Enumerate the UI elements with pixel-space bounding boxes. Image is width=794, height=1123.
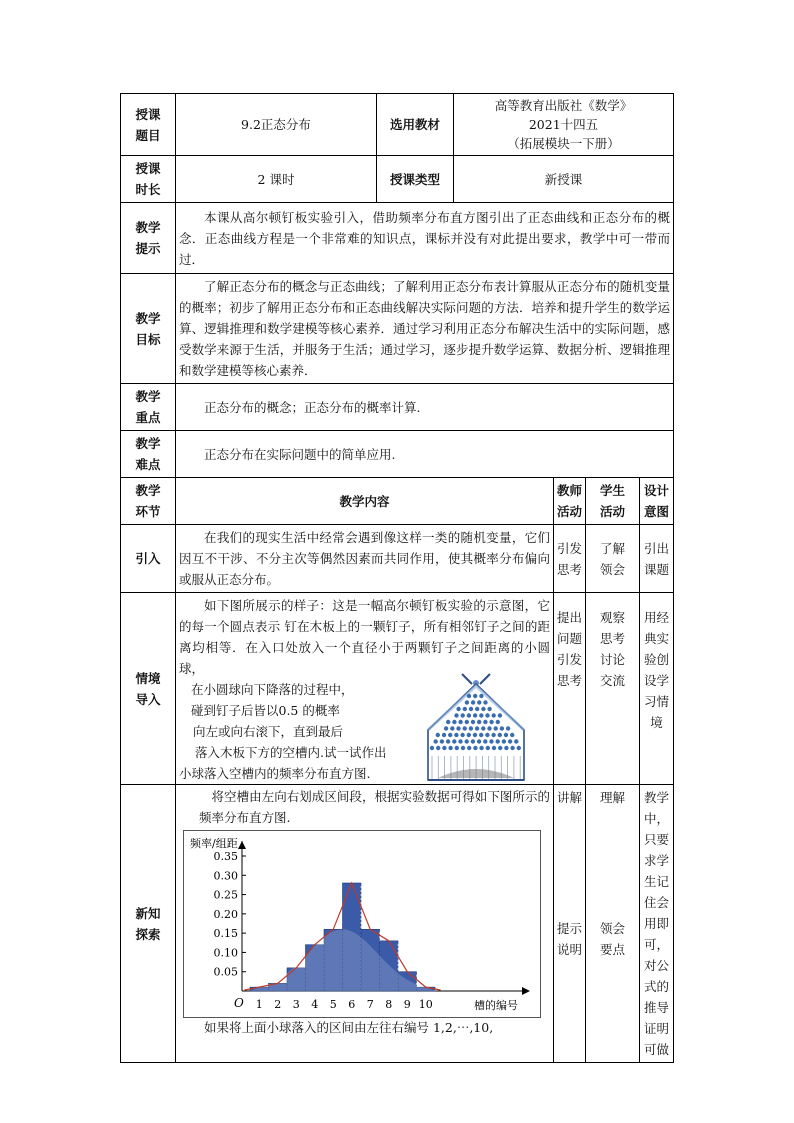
galton-peg — [479, 746, 483, 750]
galton-peg — [475, 707, 479, 711]
galton-peg — [483, 739, 487, 743]
scenario-text-1: 如下图所展示的样子：这是一幅高尔顿钉板实验的示意图，它的每一个圆点表示 钉在木板上的一颗钉子，所有相邻钉子之间的距离均相等．在入口处放入一个直径小于两颗钉子之间距离的小圆球， — [179, 598, 550, 676]
galton-peg — [448, 733, 452, 737]
curve-area — [250, 929, 435, 991]
y-tick-label: 0.30 — [213, 869, 238, 883]
duration-value: 2 课时 — [176, 156, 377, 203]
x-tick-label: 2 — [274, 998, 282, 1011]
row-scenario — [121, 593, 674, 785]
galton-peg — [450, 726, 454, 730]
galton-peg — [492, 713, 496, 717]
galton-peg — [444, 726, 448, 730]
galton-peg — [467, 733, 471, 737]
galton-peg — [496, 720, 500, 724]
galton-peg — [455, 746, 459, 750]
galton-peg — [469, 726, 473, 730]
galton-peg — [465, 739, 469, 743]
galton-peg — [452, 739, 456, 743]
galton-peg — [471, 720, 475, 724]
galton-peg — [487, 707, 491, 711]
galton-peg — [452, 720, 456, 724]
new-knowledge-teacher-bottom: 提示 说明 — [557, 921, 583, 957]
galton-peg — [483, 720, 487, 724]
y-tick-label: 0.20 — [213, 907, 238, 921]
new-knowledge-teacher-top: 讲解 — [557, 790, 583, 805]
x-tick-label: 4 — [311, 998, 319, 1011]
x-tick-label: 5 — [329, 998, 337, 1011]
lesson-type-value: 新授课 — [454, 156, 674, 203]
galton-peg — [489, 720, 493, 724]
galton-peg — [467, 694, 471, 698]
x-tick-label: 10 — [418, 998, 433, 1011]
x-tick-label: 3 — [292, 998, 300, 1011]
intro-text: 在我们的现实生活中经常会遇到像这样一类的随机变量，它们因互不干涉、不分主次等偶然因素而共同作用，使其概率分布偏向或服从正态分布。 — [176, 525, 554, 593]
galton-peg — [502, 739, 506, 743]
new-knowledge-text: 将空槽由左向右划成区间段，根据实验数据可得如下图所示的频率分布直方图. — [199, 789, 550, 825]
teaching-tips-text: 本课从高尔顿钉板实验引入，借助频率分布直方图引出了正态曲线和正态分布的概念．正态曲线方程是一个非常难的知识点，课标并没有对此提出要求，教学中可一带而过． — [176, 203, 674, 274]
objectives-text: 了解正态分布的概念与正态曲线；了解利用正态分布表计算服从正态分布的随机变量的概率；初步了解用正态分布和正态曲线解决实际问题的方法．培养和提升学生的数学运算、逻辑推理和数学建模等核心素养．通过学习利用正态分布解决生活中的实际问题，感受数学来源于生活，并服务于生活；通过学习，逐步提升数学运算、数据分析、逻辑推理和数学建模等核心素养． — [176, 274, 674, 384]
key-points-text: 正态分布的概念；正态分布的概率计算. — [176, 384, 674, 431]
galton-peg — [471, 739, 475, 743]
galton-peg — [454, 733, 458, 737]
lesson-plan-page — [120, 93, 673, 1063]
galton-board-image — [424, 672, 528, 784]
scenario-text-4: 向左或向右滚下，直到最后 — [193, 724, 344, 739]
scenario-student: 观察 思考 讨论 交流 — [586, 593, 640, 785]
galton-peg — [504, 733, 508, 737]
scenario-bottom — [179, 679, 550, 784]
galton-peg — [461, 713, 465, 717]
header-stage: 教学 环节 — [121, 478, 176, 525]
galton-peg — [467, 746, 471, 750]
intro-student: 了解 领会 — [586, 525, 640, 593]
scenario-text-6: 小球落入空槽内的频率分布直方图. — [179, 766, 371, 781]
textbook-line2: 2021十四五 — [528, 117, 599, 132]
galton-peg — [442, 746, 446, 750]
galton-peg — [496, 739, 500, 743]
galton-peg — [492, 746, 496, 750]
scenario-text-5: 落入木板下方的空槽内.试一试作出 — [195, 745, 387, 760]
label-teaching-tips: 教学 提示 — [121, 203, 176, 274]
header-design-intent: 设计 意图 — [640, 478, 674, 525]
row-header — [121, 478, 674, 525]
row-teaching-tips — [121, 203, 674, 274]
galton-peg — [479, 733, 483, 737]
galton-peg — [473, 746, 477, 750]
x-tick-label: 7 — [366, 998, 374, 1011]
galton-peg — [434, 739, 438, 743]
row-duration — [121, 156, 674, 203]
galton-peg — [498, 713, 502, 717]
galton-peg — [473, 733, 477, 737]
label-scenario: 情境 导入 — [121, 593, 176, 785]
y-tick-label: 0.35 — [213, 850, 238, 863]
galton-peg — [517, 746, 521, 750]
lesson-plan-table — [120, 93, 674, 1063]
y-tick-label: 0.25 — [213, 888, 238, 902]
textbook-line1: 高等教育出版社《数学》 — [494, 98, 633, 113]
galton-peg — [494, 726, 498, 730]
x-tick-label: 9 — [403, 998, 411, 1011]
galton-peg — [440, 739, 444, 743]
new-knowledge-student — [586, 785, 640, 1063]
label-key-points: 教学 重点 — [121, 384, 176, 431]
galton-peg — [504, 746, 508, 750]
textbook-value — [454, 94, 674, 156]
galton-peg — [456, 726, 460, 730]
header-teacher-activity: 教师 活动 — [554, 478, 586, 525]
row-difficulties — [121, 431, 674, 478]
label-textbook: 选用教材 — [377, 94, 454, 156]
galton-peg — [489, 739, 493, 743]
galton-peg — [448, 746, 452, 750]
frequency-histogram — [184, 831, 540, 1017]
galton-peg — [465, 720, 469, 724]
x-axis-label: 槽的编号 — [474, 999, 518, 1012]
y-tick-label: 0.05 — [213, 965, 238, 979]
label-objectives: 教学 目标 — [121, 274, 176, 384]
galton-peg — [463, 707, 467, 711]
galton-peg — [430, 746, 434, 750]
textbook-line3: （拓展模块一下册） — [507, 136, 620, 151]
intro-teacher: 引发 思考 — [554, 525, 586, 593]
galton-peg — [498, 733, 502, 737]
row-new-knowledge — [121, 785, 674, 1063]
galton-peg — [508, 739, 512, 743]
galton-peg — [463, 726, 467, 730]
y-tick-label: 0.15 — [213, 927, 238, 941]
galton-peg — [481, 707, 485, 711]
row-key-points — [121, 384, 674, 431]
topic-value: 9.2正态分布 — [176, 94, 377, 156]
x-tick-label: 1 — [255, 998, 263, 1011]
galton-peg — [446, 720, 450, 724]
new-knowledge-content — [176, 785, 554, 1063]
galton-peg — [514, 739, 518, 743]
galton-peg — [469, 707, 473, 711]
scenario-text-2: 在小圆球向下降落的过程中， — [191, 682, 354, 697]
galton-peg — [458, 739, 462, 743]
histogram-frame — [183, 830, 541, 1018]
galton-peg — [460, 733, 464, 737]
galton-peg — [475, 726, 479, 730]
y-tick-label: 0.10 — [213, 946, 238, 960]
galton-peg — [442, 733, 446, 737]
scenario-text-3: 碰到钉子后皆以0.5 的概率 — [191, 703, 340, 718]
galton-peg — [477, 720, 481, 724]
galton-peg — [473, 713, 477, 717]
galton-peg — [485, 713, 489, 717]
origin-label: O — [234, 996, 244, 1010]
galton-peg — [491, 733, 495, 737]
galton-peg — [486, 746, 490, 750]
galton-peg — [500, 726, 504, 730]
galton-peg — [454, 713, 458, 717]
scenario-teacher: 提出 问题 引发 思考 — [554, 593, 586, 785]
intro-intent: 引出 课题 — [640, 525, 674, 593]
galton-peg — [456, 707, 460, 711]
label-new-knowledge: 新知 探索 — [121, 785, 176, 1063]
galton-peg — [461, 746, 465, 750]
x-tick-label: 6 — [348, 998, 356, 1011]
label-difficulties: 教学 难点 — [121, 431, 176, 478]
galton-peg — [477, 739, 481, 743]
difficulties-text: 正态分布在实际问题中的简单应用. — [176, 431, 674, 478]
galton-peg — [467, 713, 471, 717]
galton-peg — [471, 700, 475, 704]
new-knowledge-student-bottom: 领会 要点 — [599, 921, 625, 957]
x-axis-arrow — [522, 987, 530, 995]
galton-peg — [473, 694, 477, 698]
galton-peg — [481, 726, 485, 730]
galton-peg — [479, 713, 483, 717]
new-knowledge-last-line: 如果将上面小球落入的区间由左往右编号 1,2,⋯,10, — [204, 1020, 494, 1035]
y-axis-label: 频率/组距 — [190, 837, 238, 850]
galton-peg — [446, 739, 450, 743]
scenario-intent: 用经典实验创设学习情境 — [640, 593, 674, 785]
galton-peg — [485, 733, 489, 737]
row-topic — [121, 94, 674, 156]
header-student-activity: 学生 活动 — [586, 478, 640, 525]
galton-peg — [479, 694, 483, 698]
x-tick-label: 8 — [385, 998, 393, 1011]
galton-peg — [477, 700, 481, 704]
galton-peg — [498, 746, 502, 750]
galton-peg — [510, 746, 514, 750]
galton-peg — [465, 700, 469, 704]
header-content: 教学内容 — [176, 478, 554, 525]
label-topic: 授课 题目 — [121, 94, 176, 156]
galton-peg — [483, 700, 487, 704]
row-objectives — [121, 274, 674, 384]
y-axis-arrow — [238, 841, 246, 849]
label-lesson-type: 授课类型 — [377, 156, 454, 203]
galton-peg — [458, 720, 462, 724]
label-duration: 授课 时长 — [121, 156, 176, 203]
galton-peg — [436, 746, 440, 750]
new-knowledge-student-top: 理解 — [599, 790, 625, 805]
galton-peg — [436, 733, 440, 737]
new-knowledge-teacher — [554, 785, 586, 1063]
row-intro — [121, 525, 674, 593]
galton-peg — [506, 726, 510, 730]
scenario-content — [176, 593, 554, 785]
new-knowledge-intent: 教学中，只要求学生记住会用即可，对公式的推导证明可做 — [640, 785, 674, 1063]
galton-peg — [487, 726, 491, 730]
galton-peg — [510, 733, 514, 737]
label-intro: 引入 — [121, 525, 176, 593]
